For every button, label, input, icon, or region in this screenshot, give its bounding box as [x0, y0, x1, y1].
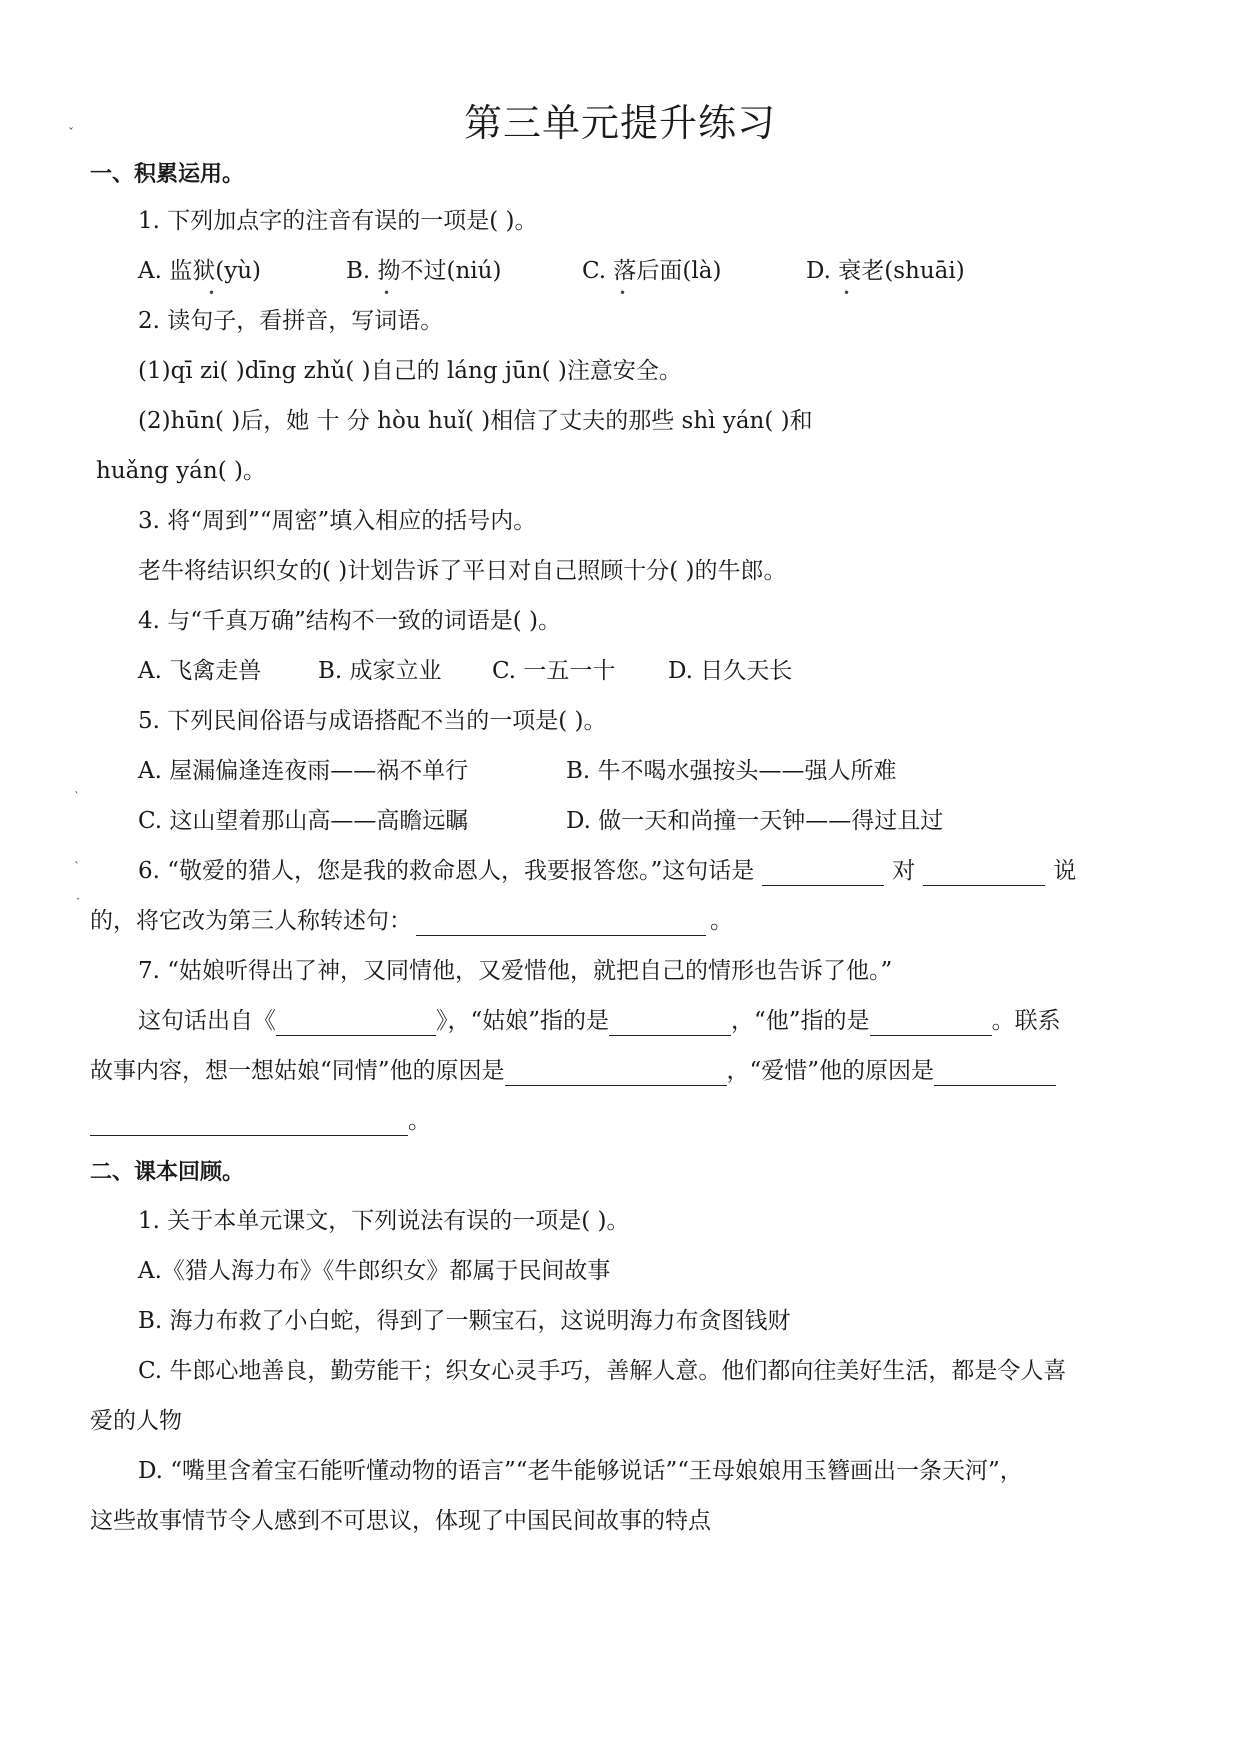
s2-option-c-line-2: 爱的人物 — [90, 1408, 182, 1434]
emphasis-dot: • — [208, 286, 216, 300]
q1-option-b: B. 拗不过(niú) — [346, 258, 502, 284]
question-1-7-stem: 7. “姑娘听得出了神，又同情他，又爱惜他，就把自己的情形也告诉了他。” — [138, 958, 893, 984]
question-1-7-line-4 — [90, 1106, 431, 1136]
q1-option-d: D. 衰老(shuāi) — [806, 258, 965, 284]
emphasis-dot: • — [619, 286, 627, 300]
q4-option-c: C. 一五一十 — [492, 658, 616, 684]
answer-blank[interactable] — [762, 863, 884, 886]
q7-text-a4: 。联系 — [991, 1008, 1061, 1034]
q5-option-c: C. 这山望着那山高——高瞻远瞩 — [138, 808, 469, 834]
q4-option-b: B. 成家立业 — [318, 658, 442, 684]
answer-blank[interactable] — [609, 1013, 731, 1036]
scan-mark: ˋ — [74, 790, 80, 804]
q6-text-2: 对 — [892, 858, 916, 884]
question-1-7-line-3 — [90, 1056, 1056, 1086]
s2-option-d-line-2: 这些故事情节令人感到不可思议，体现了中国民间故事的特点 — [90, 1508, 711, 1534]
s2-option-c-line-1: C. 牛郎心地善良，勤劳能干；织女心灵手巧，善解人意。他们都向往美好生活，都是令人喜 — [138, 1358, 1067, 1384]
emphasis-dot: • — [843, 286, 851, 300]
q5-option-a: A. 屋漏偏逢连夜雨——祸不单行 — [138, 758, 469, 784]
q3-sentence: 老牛将结识织女的( )计划告诉了平日对自己照顾十分( )的牛郎。 — [138, 558, 787, 584]
q7-text-c1: 。 — [408, 1108, 431, 1134]
q1-option-c: C. 落后面(là) — [582, 258, 722, 284]
q6-text-4: 的，将它改为第三人称转述句： — [90, 908, 412, 934]
q2-line-3: huǎng yán( )。 — [96, 458, 266, 484]
s2-option-d-line-1: D. “嘴里含着宝石能听懂动物的语言”“老牛能够说话”“王母娘娘用玉簪画出一条天河”， — [138, 1458, 1023, 1484]
q6-text-5: 。 — [710, 908, 733, 934]
scan-mark: ˋ — [74, 860, 80, 874]
answer-blank[interactable] — [416, 913, 706, 936]
q1-option-a: A. 监狱(yù) — [138, 258, 261, 284]
question-2-1-stem: 1. 关于本单元课文，下列说法有误的一项是( )。 — [138, 1208, 630, 1234]
answer-blank[interactable] — [276, 1013, 436, 1036]
s2-option-b: B. 海力布救了小白蛇，得到了一颗宝石，这说明海力布贪图钱财 — [138, 1308, 791, 1334]
scan-mark: · — [76, 892, 80, 906]
answer-blank[interactable] — [923, 863, 1045, 886]
question-1-7-line-2 — [138, 1006, 1061, 1036]
q4-option-a: A. 飞禽走兽 — [138, 658, 262, 684]
q7-text-a3: ，“他”指的是 — [731, 1008, 870, 1034]
q7-text-b2: ，“爱惜”他的原因是 — [726, 1058, 935, 1084]
section-heading-2: 二、课本回顾。 — [90, 1160, 245, 1185]
question-1-2-stem: 2. 读句子，看拼音，写词语。 — [138, 308, 444, 334]
answer-blank[interactable] — [90, 1113, 408, 1136]
page-title: 第三单元提升练习 — [463, 101, 776, 145]
q4-option-d: D. 日久天长 — [668, 658, 793, 684]
question-1-3-stem: 3. 将“周到”“周密”填入相应的括号内。 — [138, 508, 537, 534]
answer-blank[interactable] — [505, 1063, 727, 1086]
q7-text-b1: 故事内容，想一想姑娘“同情”他的原因是 — [90, 1058, 505, 1084]
q7-text-a1: 这句话出自《 — [138, 1008, 276, 1034]
answer-blank[interactable] — [870, 1013, 992, 1036]
q5-option-d: D. 做一天和尚撞一天钟——得过且过 — [566, 808, 944, 834]
s2-option-a: A.《猎人海力布》《牛郎织女》都属于民间故事 — [138, 1258, 611, 1284]
q2-line-1: (1)qī zi( )dīng zhǔ( )自己的 láng jūn( )注意安全。 — [138, 358, 682, 384]
q6-text-3: 说 — [1053, 858, 1077, 884]
question-1-5-stem: 5. 下列民间俗语与成语搭配不当的一项是( )。 — [138, 708, 607, 734]
emphasis-dot: • — [383, 286, 391, 300]
q6-text-1: 6. “敬爱的猎人，您是我的救命恩人，我要报答您。”这句话是 — [138, 858, 755, 884]
question-1-6-line-2 — [90, 906, 733, 936]
question-1-4-stem: 4. 与“千真万确”结构不一致的词语是( )。 — [138, 608, 562, 634]
q2-line-2: (2)hūn( )后，她 十 分 hòu huǐ( )相信了丈夫的那些 shì yán( )和 — [138, 408, 813, 434]
answer-blank[interactable] — [934, 1063, 1056, 1086]
question-1-6-line-1 — [138, 856, 1076, 886]
question-1-1-stem: 1. 下列加点字的注音有误的一项是( )。 — [138, 208, 538, 234]
q7-text-a2: 》，“姑娘”指的是 — [436, 1008, 610, 1034]
q5-option-b: B. 牛不喝水强按头——强人所难 — [566, 758, 897, 784]
scan-mark: ˇ — [68, 126, 74, 140]
section-heading-1: 一、积累运用。 — [90, 162, 245, 187]
